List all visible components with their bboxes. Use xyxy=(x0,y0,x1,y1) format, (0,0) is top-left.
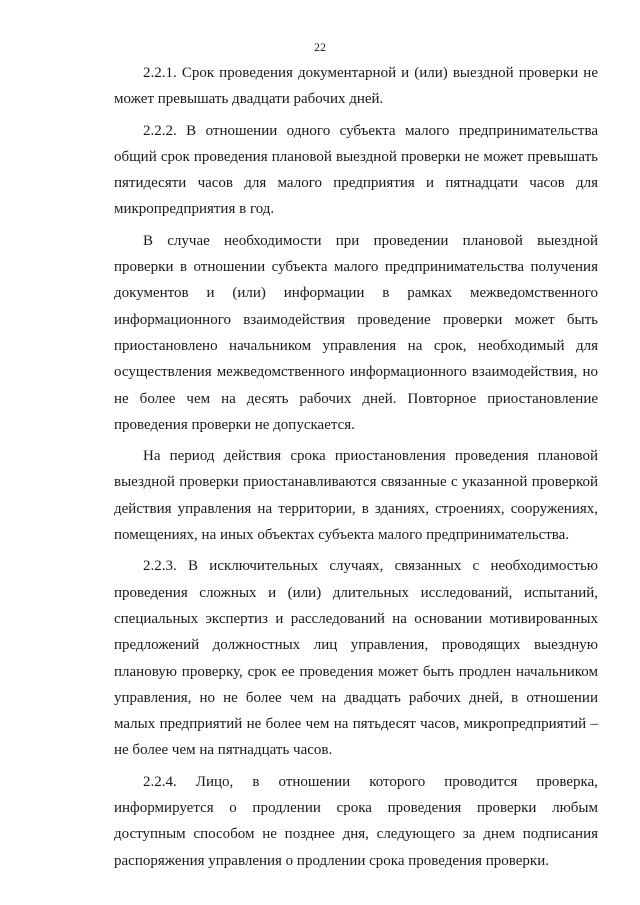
paragraph-2-2-1: 2.2.1. Срок проведения документарной и (или) выездной проверки не может превышать двадцати рабочих дней. xyxy=(114,65,598,108)
paragraph-2-2-3: 2.2.3. В исключительных случаях, связанных с необходимостью проведения сложных и (или) длительных исследований, испытаний, специальных экспертиз и расследований на основании мотивированных предложений должностных лиц управления, проводящих выездную плановую проверку, срок ее проведения может быть продлен начальником управления, но не более чем на двадцать рабочих дней, в отношении малых предприятий не более чем на пятьдесят часов, микропредприятий – не более чем на пятнадцать часов. xyxy=(114,558,598,759)
page-number: 22 xyxy=(314,40,326,54)
document-body xyxy=(114,60,598,874)
paragraph-2-2-2: 2.2.2. В отношении одного субъекта малого предпринимательства общий срок проведения плановой выездной проверки не может превышать пятидесяти часов для малого предприятия и пятнадцати часов для микропредприятия в год. xyxy=(114,122,598,218)
paragraph-2-2-4: 2.2.4. Лицо, в отношении которого проводится проверка, информируется о продлении срока проведения проверки любым доступным способом не позднее дня, следующего за днем подписания распоряжения управления о продлении срока проведения проверки. xyxy=(114,773,598,869)
paragraph-suspension-period: На период действия срока приостановления проведения плановой выездной проверки приостанавливаются связанные с указанной проверкой действия управления на территории, в зданиях, строениях, сооружениях, помещениях, на иных объектах субъекта малого предпринимательства. xyxy=(114,448,598,544)
paragraph-suspension: В случае необходимости при проведении плановой выездной проверки в отношении субъекта малого предпринимательства получения документов и (или) информации в рамках межведомственного информационного взаимодействия проведение проверки может быть приостановлено начальником управления на срок, необходимый для осуществления межведомственного информационного взаимодействия, но не более чем на десять рабочих дней. Повторное приостановление проведения проверки не допускается. xyxy=(114,232,598,433)
